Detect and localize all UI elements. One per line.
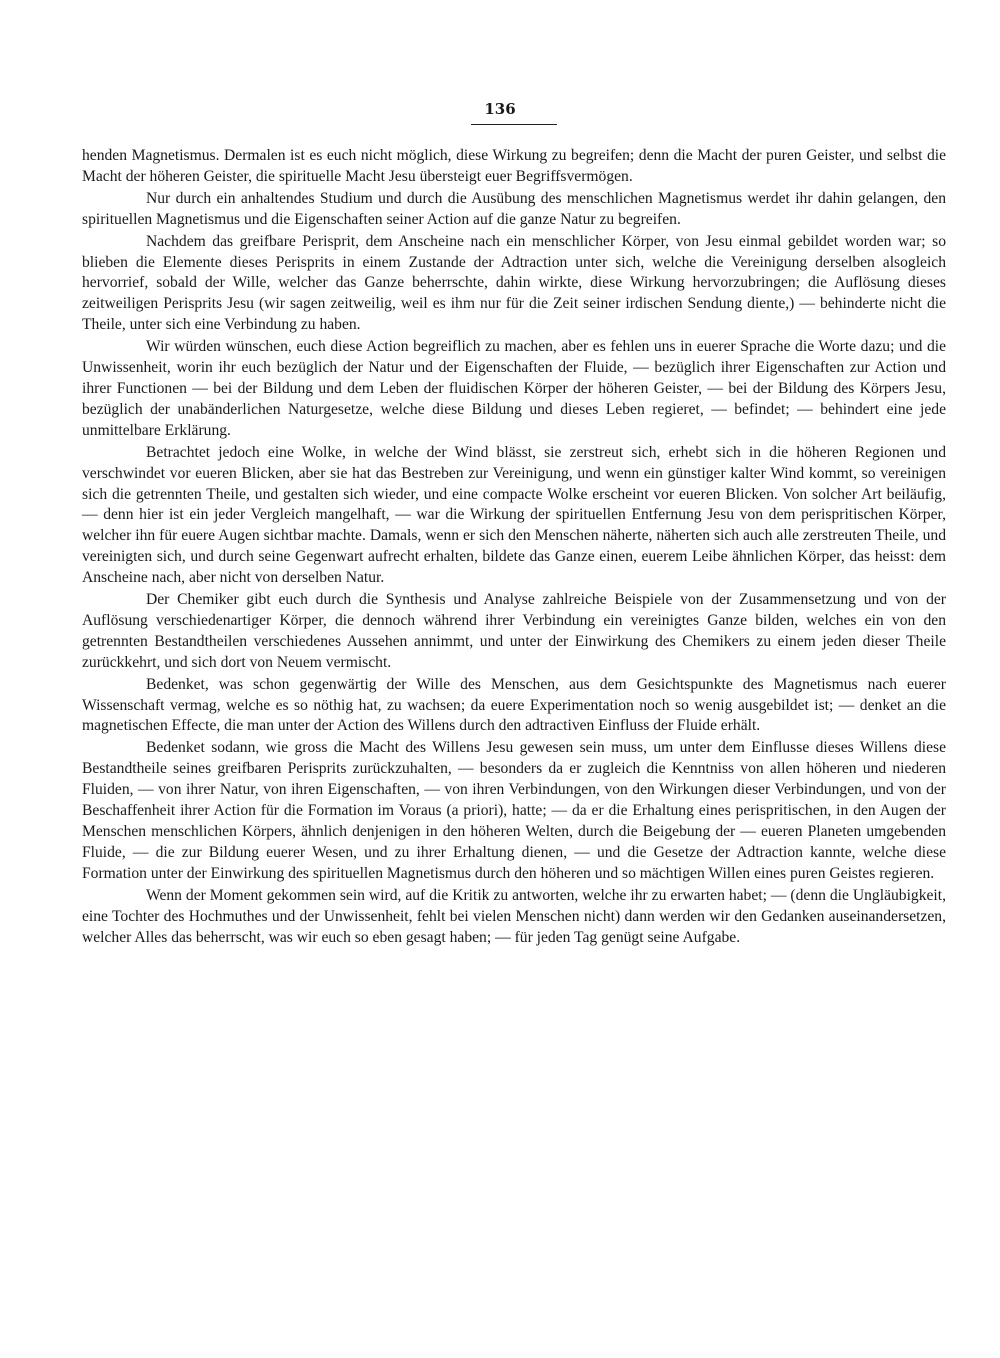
paragraph-4: Wir würden wünschen, euch diese Action begreiflich zu machen, aber es fehlen uns in euerer Sprache die Worte dazu; und die Unwissenheit, worin ihr euch bezüglich der Natur und der Eigenschaften der Fluide, — bezüglich ihrer Eigenschaften zur Action und ihrer Functionen — bei der Bildung und dem Leben der fluidischen Körper der höheren Geister, — bei der Bildung des Körpers Jesu, bezüglich der unabänderlichen Naturgesetze, welche diese Bildung und dieses Leben regieret, — befindet; — behindert eine jede unmittelbare Erklärung. <box>82 338 946 439</box>
header-rule <box>471 124 557 125</box>
paragraph-8: Bedenket sodann, wie gross die Macht des Willens Jesu gewesen sein muss, um unter dem Einflusse dieses Willens diese Bestandtheile seines greifbaren Perisprits zurückzuhalten, — besonders da er zugleich die Kenntniss von allen höheren und niederen Fluiden, — von ihrer Natur, von ihren Eigenschaften, — von ihren Verbindungen, von den Wirkungen dieser Verbindungen, und von der Beschaffenheit ihrer Action für die Formation im Voraus (a priori), hatte; — da er die Erhaltung eines perispritischen, in den Augen der Menschen menschlichen Körpers, ähnlich denjenigen in den höheren Welten, durch die Beigebung der — eueren Planeten umgebenden Fluide, — die zur Bildung euerer Wesen, und zu ihrer Erhaltung dienen, — und die Gesetze der Adtraction kannte, welche diese Formation unter der Einwirkung des spirituellen Magnetismus durch den höheren und so mächtigen Willen eines puren Geistes regieren. <box>82 739 946 882</box>
paragraph-2: Nur durch ein anhaltendes Studium und durch die Ausübung des menschlichen Magnetismus werdet ihr dahin gelangen, den spirituellen Magnetismus und die Eigenschaften seiner Action auf die ganze Natur zu begreifen. <box>82 189 946 228</box>
paragraph-3: Nachdem das greifbare Perisprit, dem Anscheine nach ein menschlicher Körper, von Jesu einmal gebildet worden war; so blieben die Elemente dieses Perisprits in einem Zustande der Adtraction unter sich, welche die Vereinigung derselben alsogleich hervorrief, sobald der Wille, welcher das Ganze beherrschte, dahin wirkte, diese Wirkung hervorzubringen; die Auflösung dieses zeitweiligen Perisprits Jesu (wir sagen zeitweilig, weil es ihm nur für die Zeit seiner irdischen Sendung diente,) — behinderte nicht die Theile, unter sich eine Verbindung zu haben. <box>82 232 946 334</box>
paragraph-5: Betrachtet jedoch eine Wolke, in welche der Wind blässt, sie zerstreut sich, erhebt sich in die höheren Regionen und verschwindet vor eueren Blicken, aber sie hat das Bestreben zur Vereinigung, und wenn ein günstiger kalter Wind kommt, so vereinigen sich die getrennten Theile, und gestalten sich wieder, und eine compacte Wolke erscheint vor eueren Blicken. Von solcher Art beiläufig, — denn hier ist ein jeder Vergleich mangelhaft, — war die Wirkung der spirituellen Entfernung Jesu von dem perispritischen Körper, welcher ihn für euere Augen sichtbar machte. Damals, wenn er sich den Menschen näherte, näherten sich auch alle zerstreuten Theile, und vereinigten sich, und durch seine Gegenwart aufrecht erhalten, bildete das Ganze einen, euerem Leibe ähnlichen Körper, das heisst: dem Anscheine nach, aber nicht von derselben Natur. <box>82 443 946 587</box>
page-number: 136 <box>484 100 516 118</box>
paragraph-1: henden Magnetismus. Dermalen ist es euch nicht möglich, diese Wirkung zu begreifen; denn die Macht der puren Geister, und selbst die Macht der höheren Geister, die spirituelle Macht Jesu übersteigt euer Begriffsvermögen. <box>82 147 946 185</box>
paragraph-6: Der Chemiker gibt euch durch die Synthesis und Analyse zahlreiche Beispiele von der Zusammensetzung und von der Auflösung verschiedenartiger Körper, die dennoch während ihrer Verbindung ein vereinigtes Ganze bilden, welches ein von den getrennten Bestandtheilen verschiedenes Aussehen annimmt, und unter der Einwirkung des Chemikers zu einem jeden dieser Theile zurückkehrt, und sich dort von Neuem vermischt. <box>82 591 946 671</box>
body-text <box>82 146 946 949</box>
paragraph-7: Bedenket, was schon gegenwärtig der Wille des Menschen, aus dem Gesichtspunkte des Magnetismus nach euerer Wissenschaft vermag, welche es so nöthig hat, zu wachsen; da euere Experimentation noch so wenig ausgebildet ist; — denket an die magnetischen Effecte, die man unter der Action des Willens durch den adtractiven Einfluss der Fluide erhält. <box>82 675 946 735</box>
paragraph-9: Wenn der Moment gekommen sein wird, auf die Kritik zu antworten, welche ihr zu erwarten habet; — (denn die Ungläubigkeit, eine Tochter des Hochmuthes und der Unwissenheit, fehlt bei vielen Menschen nicht) dann werden wir den Gedanken auseinandersetzen, welcher Alles das beherrscht, was wir euch so eben gesagt haben; — für jeden Tag genügt seine Aufgabe. <box>82 886 946 946</box>
